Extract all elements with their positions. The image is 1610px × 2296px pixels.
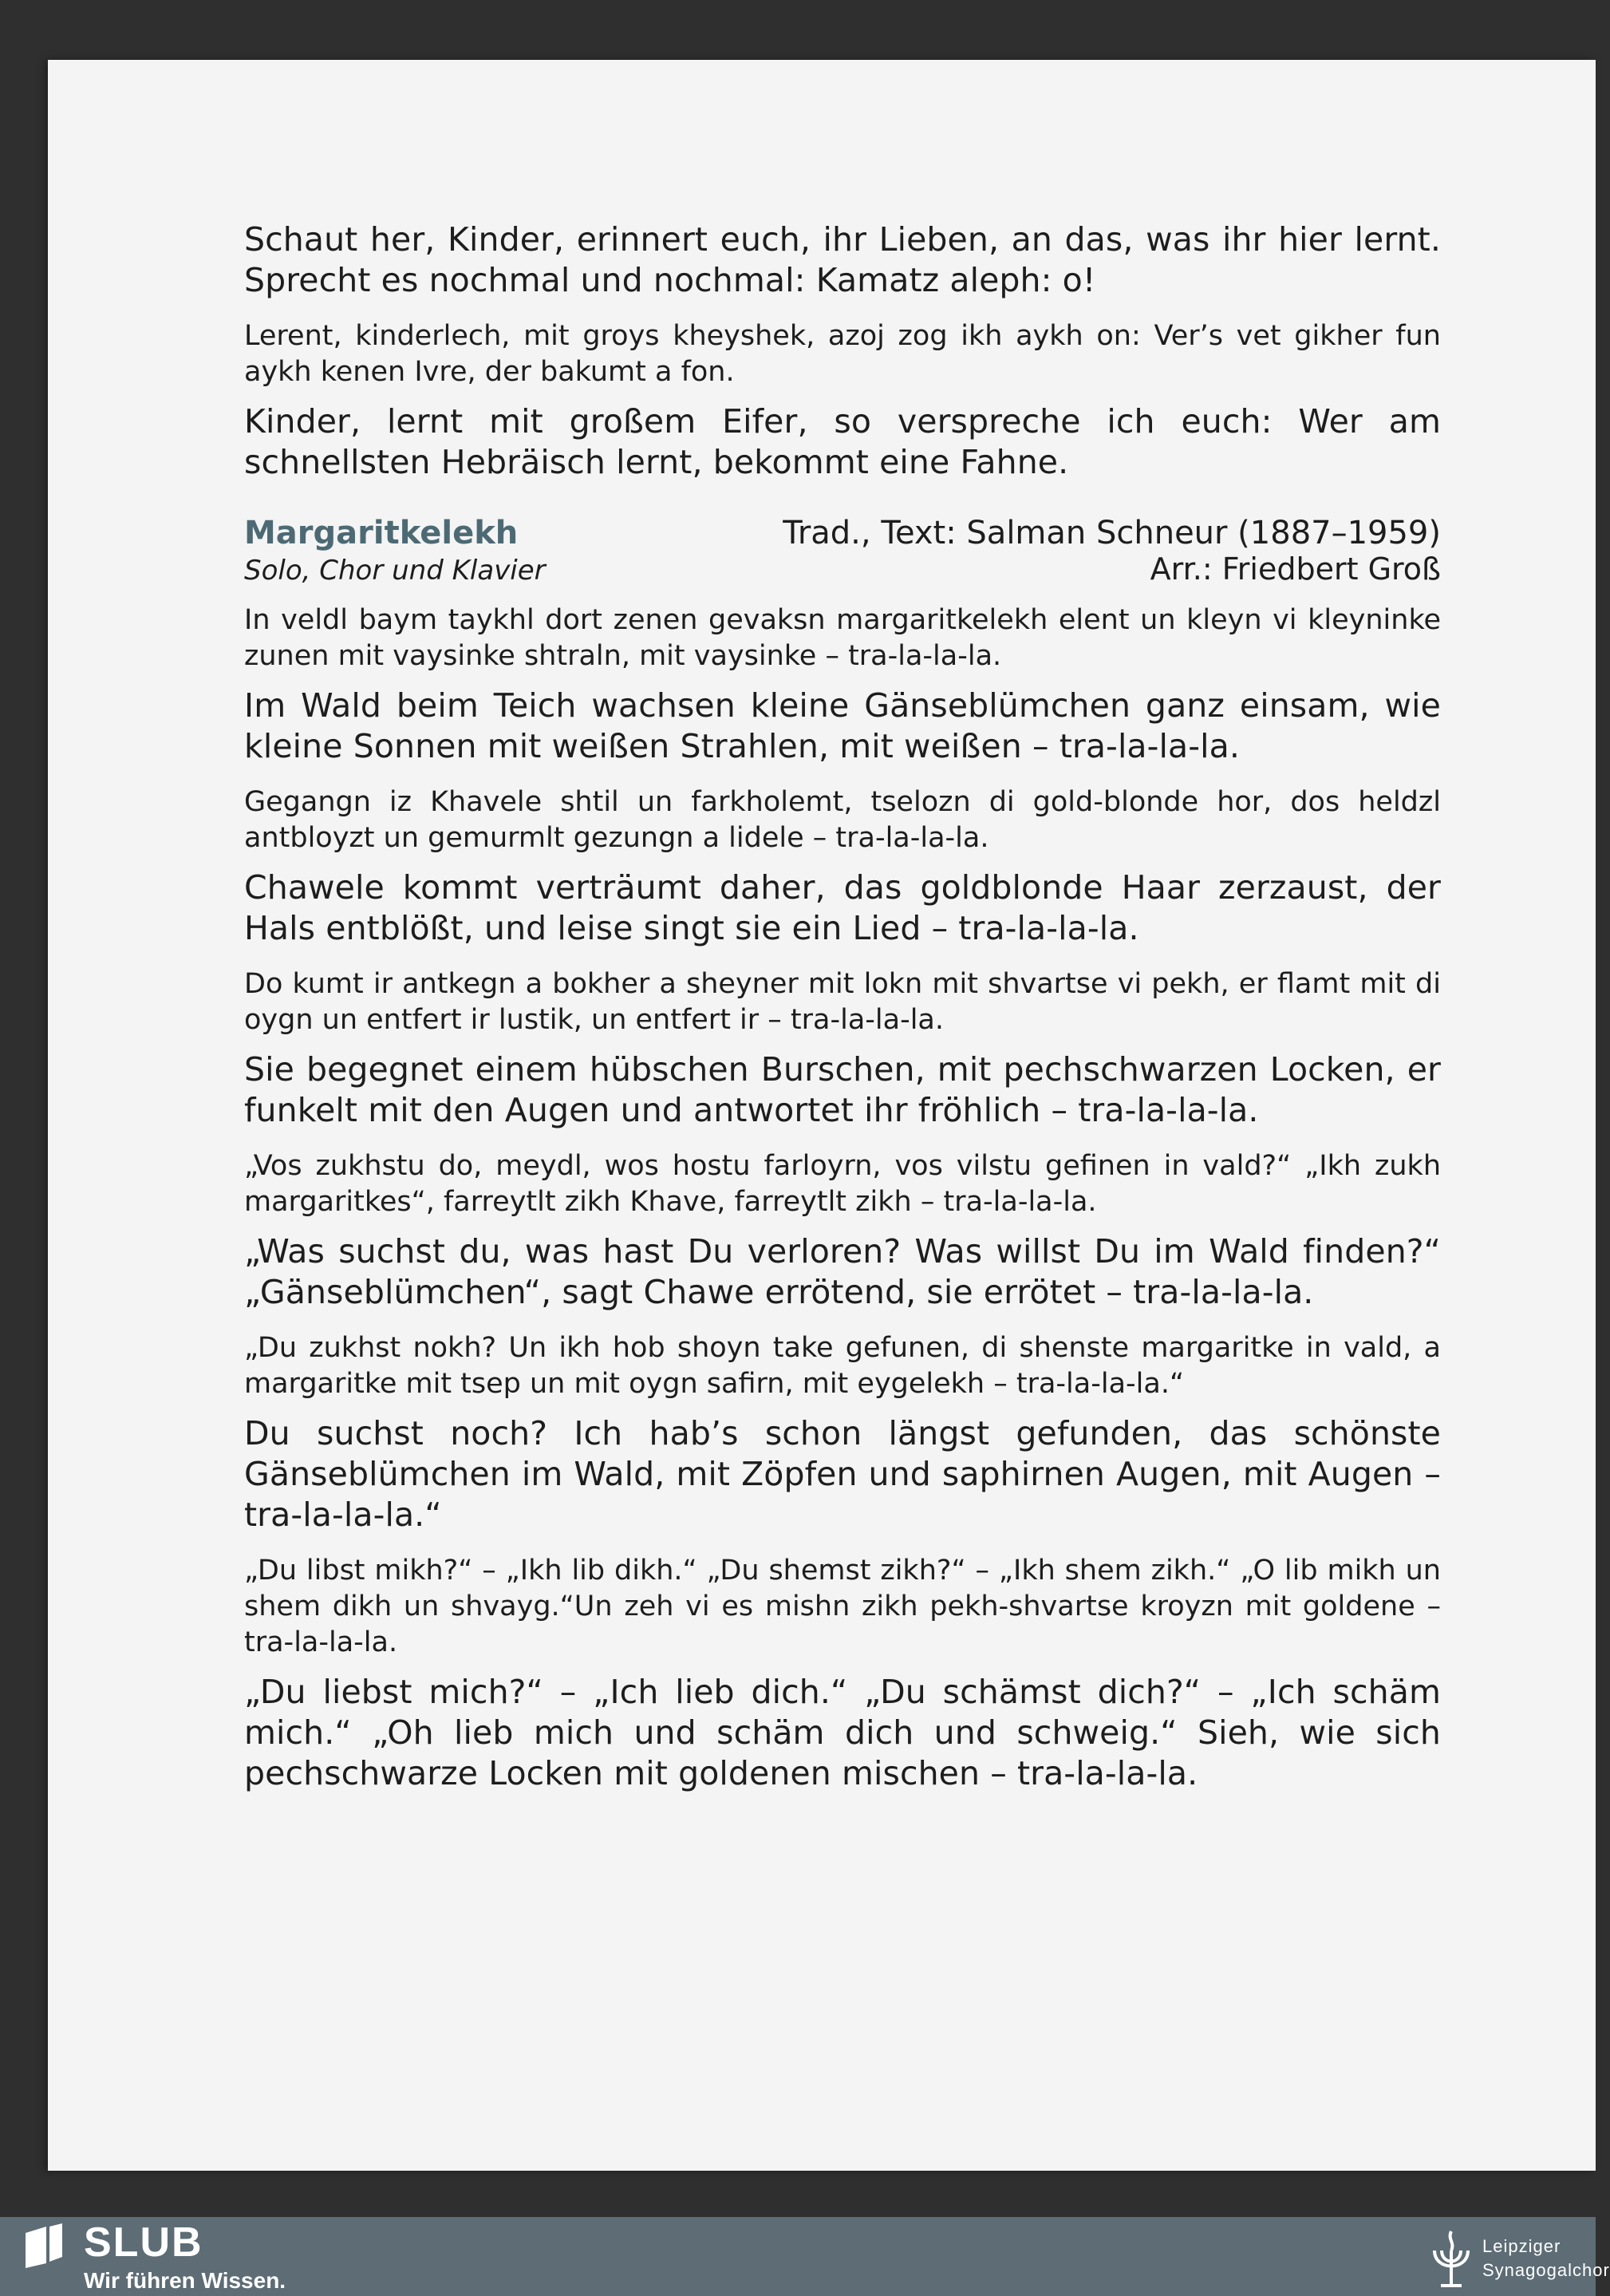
verse-yiddish: In veldl baym taykhl dort zenen gevaksn margaritkelekh elent un kleyn vi kleyninke zunen mit vaysinke shtraln, mit vaysinke – tra-la-la-la. xyxy=(244,604,1441,672)
footer-bar xyxy=(0,2217,1610,2296)
verse-german: „Was suchst du, was hast Du verloren? Was willst Du im Wald finden?“ „Gänseblümchen“, sagt Chawe errötend, sie errötet – tra-la-la-la. xyxy=(244,1232,1441,1311)
page-content xyxy=(244,219,1441,1812)
verse-yiddish: „Vos zukhstu do, meydl, wos hostu farloyrn, vos vilstu gefinen in vald?“ „Ikh zukh margaritkes“, farreytlt zikh Khave, farreytlt zikh – tra-la-la-la. xyxy=(244,1150,1441,1218)
paragraph-german-intro: Schaut her, Kinder, erinnert euch, ihr Lieben, an das, was ihr hier lernt. Sprecht es nochmal und nochmal: Kamatz aleph: o! xyxy=(244,220,1441,299)
choir-name-line2: Synagogalchor xyxy=(1482,2260,1610,2280)
paragraph-german-translation: Kinder, lernt mit großem Eifer, so verspreche ich euch: Wer am schnellsten Hebräisch lernt, bekommt eine Fahne. xyxy=(244,402,1441,481)
song-arranger: Arr.: Friedbert Groß xyxy=(1150,551,1441,587)
verse-yiddish: Gegangn iz Khavele shtil un farkholemt, tselozn di gold-blonde hor, dos heldzl antbloyzt un gemurmlt gezungn a lidele – tra-la-la-la. xyxy=(244,786,1441,854)
song-header xyxy=(244,515,1441,551)
paragraph-yiddish-intro: Lerent, kinderlech, mit groys kheyshek, azoj zog ikh aykh on: Ver’s vet gikher fun aykh kenen Ivre, der bakumt a fon. xyxy=(244,320,1441,388)
document-page xyxy=(48,60,1596,2171)
choir-name xyxy=(1482,2235,1610,2282)
slub-tagline: Wir führen Wissen. xyxy=(84,2268,286,2293)
slub-book-icon xyxy=(22,2222,65,2268)
song-instrumentation: Solo, Chor und Klavier xyxy=(244,555,546,587)
verse-german: Im Wald beim Teich wachsen kleine Gänseblümchen ganz einsam, wie kleine Sonnen mit weißen Strahlen, mit weißen – tra-la-la-la. xyxy=(244,686,1441,765)
verse-german: Chawele kommt verträumt daher, das goldblonde Haar zerzaust, der Hals entblößt, und leise singt sie ein Lied – tra-la-la-la. xyxy=(244,868,1441,947)
choir-name-line1: Leipziger xyxy=(1482,2236,1561,2256)
menorah-icon xyxy=(1428,2227,1474,2290)
verse-yiddish: „Du zukhst nokh? Un ikh hob shoyn take gefunen, di shenste margaritke in vald, a margaritke mit tsep un mit oygn safirn, mit eygelekh – tra-la-la-la.“ xyxy=(244,1332,1441,1400)
song-credit: Trad., Text: Salman Schneur (1887–1959) xyxy=(783,515,1441,551)
song-title: Margaritkelekh xyxy=(244,515,519,551)
verse-german: „Du liebst mich?“ – „Ich lieb dich.“ „Du schämst dich?“ – „Ich schäm mich.“ „Oh lieb mich und schäm dich und schweig.“ Sieh, wie sich pechschwarze Locken mit goldenen mischen – tra-la-la-la. xyxy=(244,1673,1441,1792)
verse-yiddish: Do kumt ir antkegn a bokher a sheyner mit lokn mit shvartse vi pekh, er flamt mit di oygn un entfert ir lustik, un entfert ir – tra-la-la-la. xyxy=(244,968,1441,1036)
verse-german: Du suchst noch? Ich hab’s schon längst gefunden, das schönste Gänseblümchen im Wald, mit Zöpfen und saphirnen Augen, mit Augen – tra-la-la-la.“ xyxy=(244,1414,1441,1534)
slub-brand: SLUB xyxy=(84,2219,203,2266)
verse-german: Sie begegnet einem hübschen Burschen, mit pechschwarzen Locken, er funkelt mit den Augen und antwortet ihr fröhlich – tra-la-la-la. xyxy=(244,1050,1441,1129)
verse-yiddish: „Du libst mikh?“ – „Ikh lib dikh.“ „Du shemst zikh?“ – „Ikh shem zikh.“ „O lib mikh un shem dikh un shvayg.“Un zeh vi es mishn zikh pekh-shvartse kroyzn mit goldene – tra-la-la-la. xyxy=(244,1555,1441,1658)
song-subheader xyxy=(244,551,1441,587)
